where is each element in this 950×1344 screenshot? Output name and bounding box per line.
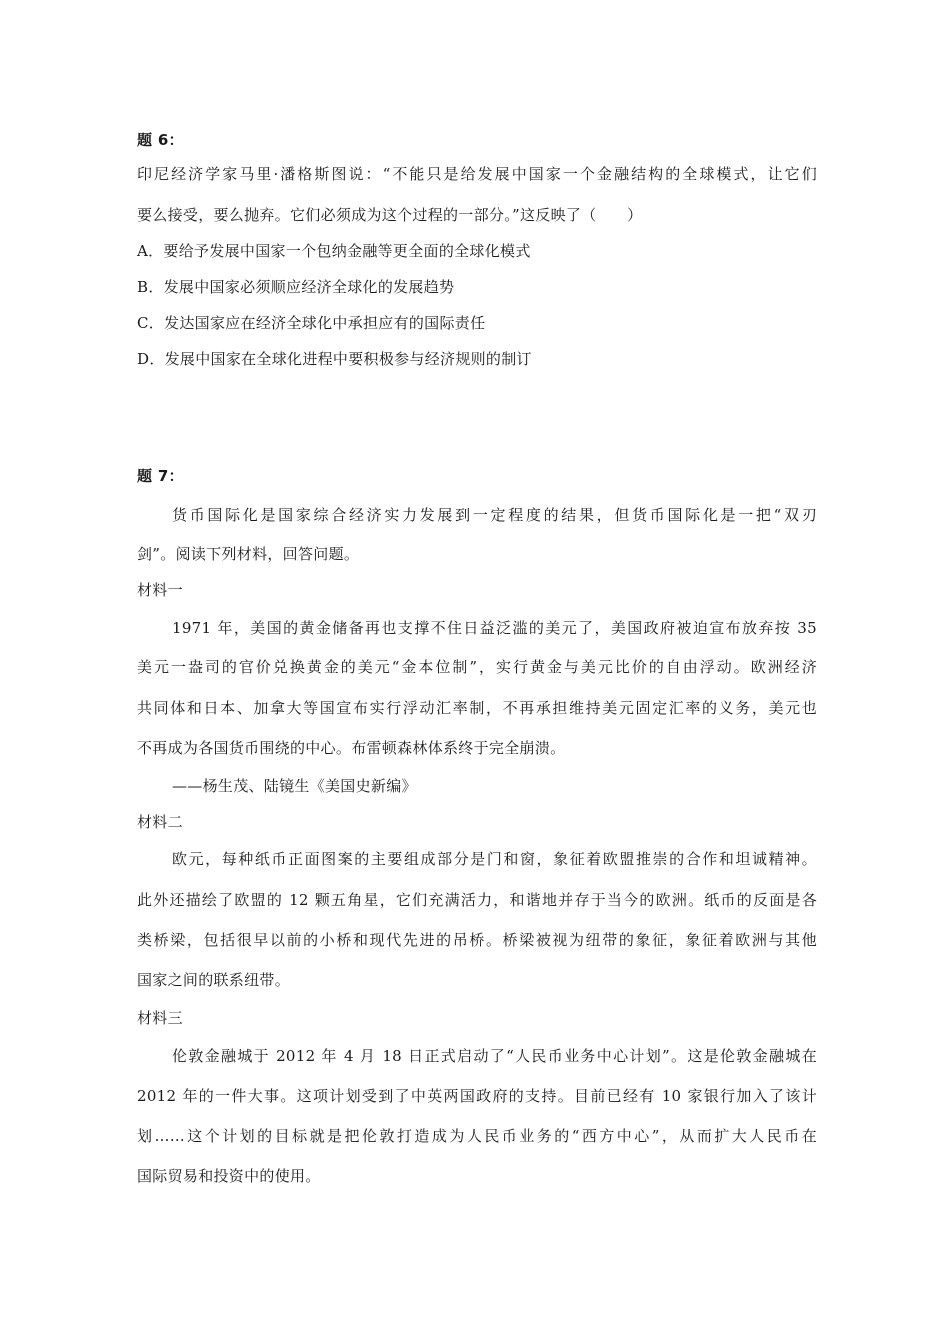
material-3-line-2: 2012 年的一件大事。这项计划受到了中英两国政府的支持。目前已经有 10 家银行加入了该计 <box>137 1087 817 1105</box>
material-1-source: ——杨生茂、陆镜生《美国史新编》 <box>172 777 417 795</box>
question-7-intro-line-2: 剑”。阅读下列材料，回答问题。 <box>137 545 360 563</box>
question-6-option-d: D．发展中国家在全球化进程中要积极参与经济规则的制订 <box>137 350 532 368</box>
material-3-title: 材料三 <box>137 1009 183 1027</box>
question-6-stem-line-2: 要么接受，要么抛弃。它们必须成为这个过程的一部分。”这反映了（ ） <box>137 206 643 224</box>
material-2-line-1: 欧元，每种纸币正面图案的主要组成部分是门和窗，象征着欧盟推崇的合作和坦诚精神。 <box>172 850 817 868</box>
material-2-line-2: 此外还描绘了欧盟的 12 颗五角星，它们充满活力，和谐地并存于当今的欧洲。纸币的反面是各 <box>137 891 817 909</box>
material-3-line-1: 伦敦金融城于 2012 年 4 月 18 日正式启动了“人民币业务中心计划”。这是伦敦金融城在 <box>172 1047 817 1065</box>
question-6-heading: 题 6： <box>137 131 184 149</box>
material-1-title: 材料一 <box>137 581 183 599</box>
question-7-intro-line-1: 货币国际化是国家综合经济实力发展到一定程度的结果，但货币国际化是一把“双刃 <box>172 506 817 524</box>
question-6-stem-line-1: 印尼经济学家马里·潘格斯图说：“不能只是给发展中国家一个金融结构的全球模式，让它们 <box>137 165 817 183</box>
question-6-option-c: C．发达国家应在经济全球化中承担应有的国际责任 <box>137 314 486 332</box>
question-6-option-a: A．要给予发展中国家一个包纳金融等更全面的全球化模式 <box>137 242 531 260</box>
question-6-option-b: B．发展中国家必须顺应经济全球化的发展趋势 <box>137 278 455 296</box>
material-2-title: 材料二 <box>137 813 183 831</box>
material-3-line-4: 国际贸易和投资中的使用。 <box>137 1167 321 1185</box>
material-1-line-1: 1971 年，美国的黄金储备再也支撑不住日益泛滥的美元了，美国政府被迫宣布放弃按 35 <box>172 619 817 637</box>
question-7-heading: 题 7： <box>137 467 184 485</box>
material-1-line-4: 不再成为各国货币围绕的中心。布雷顿森林体系终于完全崩溃。 <box>137 739 566 757</box>
material-2-line-4: 国家之间的联系纽带。 <box>137 971 291 989</box>
material-1-line-2: 美元一盎司的官价兑换黄金的美元“金本位制”，实行黄金与美元比价的自由浮动。欧洲经济 <box>137 658 817 676</box>
material-1-line-3: 共同体和日本、加拿大等国宣布实行浮动汇率制，不再承担维持美元固定汇率的义务，美元也 <box>137 699 817 717</box>
material-3-line-3: 划……这个计划的目标就是把伦敦打造成为人民币业务的“西方中心”，从而扩大人民币在 <box>137 1127 817 1145</box>
material-2-line-3: 类桥梁，包括很早以前的小桥和现代先进的吊桥。桥梁被视为纽带的象征，象征着欧洲与其他 <box>137 931 817 949</box>
